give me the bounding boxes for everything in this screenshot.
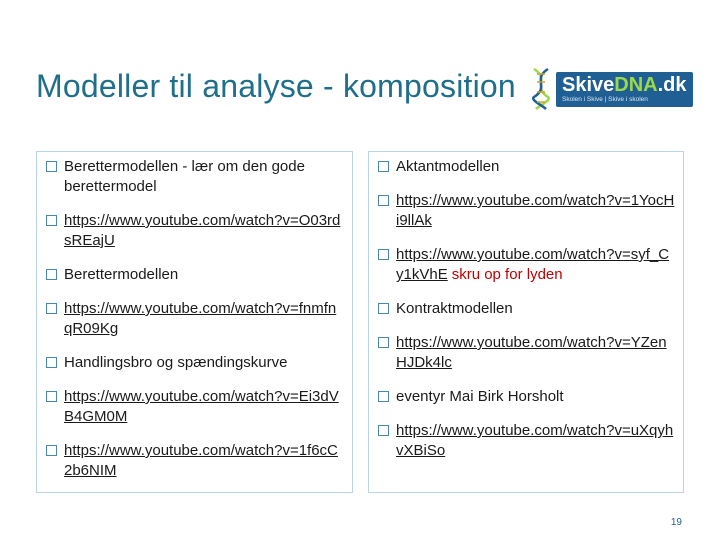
right-column: [368, 151, 684, 493]
checkbox-bullet-icon: [46, 445, 57, 456]
checkbox-bullet-icon: [378, 391, 389, 402]
list-item: [46, 265, 344, 285]
checkbox-bullet-icon: [378, 161, 389, 172]
checkbox-bullet-icon: [378, 303, 389, 314]
item-text: Handlingsbro og spændingskurve: [64, 354, 288, 371]
checkbox-bullet-icon: [378, 195, 389, 206]
checkbox-bullet-icon: [46, 215, 57, 226]
list-item-link[interactable]: [46, 211, 344, 251]
skivedna-logo: [528, 64, 687, 114]
list-item: [46, 157, 344, 197]
checkbox-bullet-icon: [378, 249, 389, 260]
item-text: Kontraktmodellen: [396, 300, 513, 317]
youtube-link[interactable]: https://www.youtube.com/watch?v=syf_Cy1kVhE: [396, 246, 670, 283]
list-item-link[interactable]: [378, 333, 675, 373]
checkbox-bullet-icon: [46, 303, 57, 314]
item-text: Berettermodellen - lær om den gode berettermodel: [64, 158, 305, 195]
left-column: [36, 151, 353, 493]
logo-name: SkiveDNA.dk: [562, 73, 687, 96]
checkbox-bullet-icon: [378, 337, 389, 348]
item-text: Aktantmodellen: [396, 158, 500, 175]
youtube-link[interactable]: https://www.youtube.com/watch?v=YZenHJDk4lc: [396, 334, 667, 371]
list-item-link[interactable]: [378, 245, 675, 285]
youtube-link[interactable]: https://www.youtube.com/watch?v=uXqyhvXBiSo: [396, 422, 674, 459]
logo-tagline: Skolen i Skive | Skive i skolen: [562, 95, 648, 103]
logo-wordmark: [556, 72, 693, 107]
list-item: [378, 387, 675, 407]
checkbox-bullet-icon: [46, 357, 57, 368]
list-item-link[interactable]: [46, 441, 344, 481]
list-item-link[interactable]: [46, 299, 344, 339]
dna-helix-icon: [528, 67, 554, 111]
checkbox-bullet-icon: [46, 269, 57, 280]
youtube-link[interactable]: https://www.youtube.com/watch?v=1YocHi9llAk: [396, 192, 675, 229]
sound-note: skru op for lyden: [451, 266, 563, 283]
list-item: [378, 157, 675, 177]
slide-title: Modeller til analyse - komposition: [36, 68, 516, 104]
item-text: eventyr Mai Birk Horsholt: [396, 388, 564, 405]
youtube-link[interactable]: https://www.youtube.com/watch?v=O03rdsREajU: [64, 212, 341, 249]
list-item: [46, 353, 344, 373]
list-item-link[interactable]: [46, 387, 344, 427]
list-item: [378, 299, 675, 319]
list-item-link[interactable]: [378, 191, 675, 231]
page-number: 19: [670, 517, 682, 528]
youtube-link[interactable]: https://www.youtube.com/watch?v=fnmfnqR09Kg: [64, 300, 337, 337]
checkbox-bullet-icon: [378, 425, 389, 436]
checkbox-bullet-icon: [46, 391, 57, 402]
checkbox-bullet-icon: [46, 161, 57, 172]
youtube-link[interactable]: https://www.youtube.com/watch?v=Ei3dVB4GM0M: [64, 388, 339, 425]
list-item-link[interactable]: [378, 421, 675, 461]
youtube-link[interactable]: https://www.youtube.com/watch?v=1f6cC2b6NIM: [64, 442, 338, 479]
item-text: Berettermodellen: [64, 266, 179, 283]
